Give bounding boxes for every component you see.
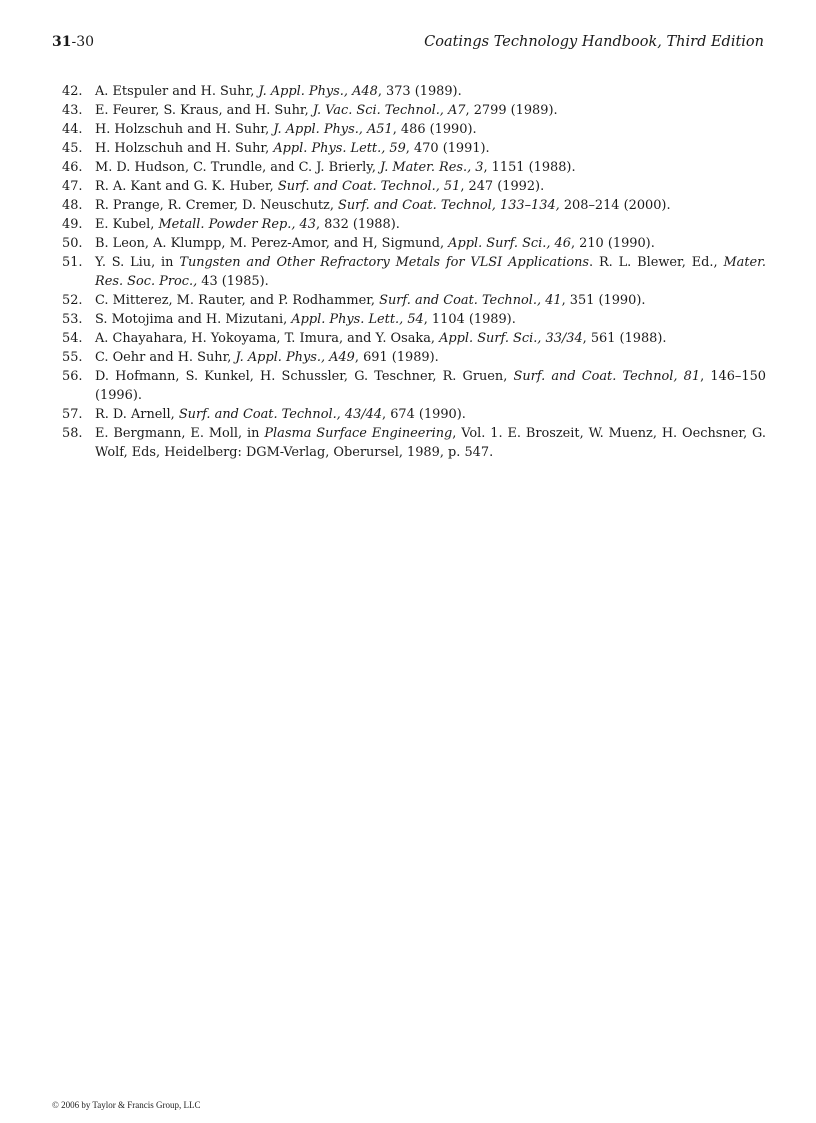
reference-number: 51. [62,255,83,270]
reference-text-segment: , 247 (1992). [460,179,545,194]
reference-source-italic: J. Appl. Phys., A49 [235,350,355,365]
reference-item [62,101,766,120]
reference-number: 49. [62,217,83,232]
reference-item [62,120,766,139]
reference-text-segment: , 832 (1988). [315,217,400,232]
reference-text [95,198,671,213]
reference-number: 46. [62,160,83,175]
reference-item [62,196,766,215]
running-title: Coatings Technology Handbook, Third Edition [424,34,764,50]
reference-item [62,82,766,101]
reference-source-italic: J. Appl. Phys., A48 [258,84,378,99]
reference-item [62,253,766,291]
reference-text-segment: 208–214 (2000). [559,198,671,213]
reference-text-segment: , 561 (1988). [582,331,667,346]
reference-text [95,407,466,422]
reference-number: 50. [62,236,83,251]
reference-text [95,122,477,137]
reference-number: 44. [62,122,83,137]
reference-item [62,310,766,329]
page-suffix: -30 [71,34,95,50]
reference-number: 56. [62,369,83,384]
reference-item [62,158,766,177]
reference-text [95,141,490,156]
reference-text-segment: , 351 (1990). [561,293,646,308]
reference-text-segment: . R. L. Blewer, Ed., [589,255,724,270]
reference-text [95,84,462,99]
reference-item [62,139,766,158]
reference-text-segment: S. Motojima and H. Mizutani, [95,312,292,327]
reference-text-segment: R. A. Kant and G. K. Huber, [95,179,278,194]
reference-source-italic: Tungsten and Other Refractory Metals for VLSI Applications [179,255,590,270]
reference-text-segment: , 674 (1990). [382,407,466,422]
reference-source-italic: Appl. Phys. Lett., 54 [291,312,424,327]
page-number [52,34,94,50]
reference-item [62,291,766,310]
reference-text [95,350,439,365]
reference-text-segment: Y. S. Liu, in [95,255,180,270]
reference-text-segment: B. Leon, A. Klumpp, M. Perez-Amor, and H, Sigmund, [95,236,449,251]
reference-number: 45. [62,141,83,156]
reference-text [95,293,645,308]
reference-source-italic: Surf. and Coat. Technol., 51 [277,179,461,194]
reference-text-segment: 43 (1985). [197,274,269,289]
page-header [52,34,764,54]
reference-item [62,405,766,424]
reference-source-italic: Metall. Powder Rep., 43 [158,217,316,232]
chapter-number: 31 [52,34,72,50]
reference-text-segment: R. D. Arnell, [95,407,179,422]
reference-item [62,234,766,253]
reference-text [95,217,400,232]
reference-text-segment: , 210 (1990). [570,236,655,251]
reference-number: 55. [62,350,83,365]
reference-text-segment: E. Bergmann, E. Moll, in [95,426,265,441]
reference-source-italic: Plasma Surface Engineering [264,426,453,441]
reference-text-segment: , 691 (1989). [354,350,439,365]
reference-source-italic: J. Mater. Res., 3 [380,160,484,175]
copyright-notice: © 2006 by Taylor & Francis Group, LLC [52,1100,201,1110]
reference-text-segment: E. Kubel, [95,217,159,232]
reference-text-segment: A. Chayahara, H. Yokoyama, T. Imura, and Y. Osaka, [95,331,440,346]
reference-number: 53. [62,312,83,327]
reference-source-italic: Surf. and Coat. Technol, 81 [513,369,701,384]
reference-text [95,331,667,346]
reference-text-segment: , Vol. 1. E. Broszeit, W. Muenz, H. Oechsner, G. Wolf, Eds, Heidelberg: DGM-Verlag, Oberursel, 1989, p. 547. [95,426,766,460]
reference-source-italic: Mater. Res. Soc. Proc., [95,255,766,289]
reference-number: 52. [62,293,83,308]
reference-text-segment: E. Feurer, S. Kraus, and H. Suhr, [95,103,313,118]
reference-number: 57. [62,407,83,422]
reference-number: 42. [62,84,83,99]
reference-text [95,236,655,251]
reference-text [95,103,558,118]
reference-text-segment: , 373 (1989). [377,84,462,99]
reference-text-segment: H. Holzschuh and H. Suhr, [95,141,274,156]
reference-item [62,367,766,405]
reference-text-segment: R. Prange, R. Cremer, D. Neuschutz, [95,198,339,213]
reference-text-segment: , 486 (1990). [392,122,477,137]
reference-source-italic: Surf. and Coat. Technol, 133–134, [338,198,560,213]
reference-item [62,215,766,234]
reference-number: 47. [62,179,83,194]
reference-text-segment: , 470 (1991). [405,141,490,156]
reference-text-segment: C. Mitterez, M. Rauter, and P. Rodhammer, [95,293,380,308]
reference-text [95,160,576,175]
reference-number: 54. [62,331,83,346]
reference-number: 48. [62,198,83,213]
reference-source-italic: Appl. Phys. Lett., 59 [273,141,406,156]
reference-text-segment: , 1151 (1988). [483,160,576,175]
reference-item [62,348,766,367]
reference-source-italic: Appl. Surf. Sci., 33/34 [439,331,583,346]
reference-source-italic: Surf. and Coat. Technol., 41 [379,293,562,308]
reference-source-italic: Surf. and Coat. Technol., 43/44 [178,407,383,422]
reference-source-italic: J. Appl. Phys., A51 [273,122,393,137]
reference-text-segment: C. Oehr and H. Suhr, [95,350,236,365]
reference-text [95,179,544,194]
reference-text [95,255,766,289]
reference-source-italic: J. Vac. Sci. Technol., A7 [312,103,466,118]
reference-text-segment: A. Etspuler and H. Suhr, [95,84,259,99]
reference-text [95,426,766,460]
reference-text-segment: H. Holzschuh and H. Suhr, [95,122,274,137]
reference-item [62,424,766,462]
reference-text [95,312,516,327]
reference-text-segment: , 1104 (1989). [423,312,516,327]
reference-number: 58. [62,426,83,441]
reference-source-italic: Appl. Surf. Sci., 46 [448,236,571,251]
reference-item [62,329,766,348]
reference-text-segment: , 2799 (1989). [465,103,558,118]
reference-number: 43. [62,103,83,118]
reference-item [62,177,766,196]
reference-text [95,369,766,403]
reference-list [62,82,766,462]
reference-text-segment: M. D. Hudson, C. Trundle, and C. J. Brierly, [95,160,381,175]
reference-text-segment: , 146–150 (1996). [95,369,766,403]
reference-text-segment: D. Hofmann, S. Kunkel, H. Schussler, G. Teschner, R. Gruen, [95,369,514,384]
